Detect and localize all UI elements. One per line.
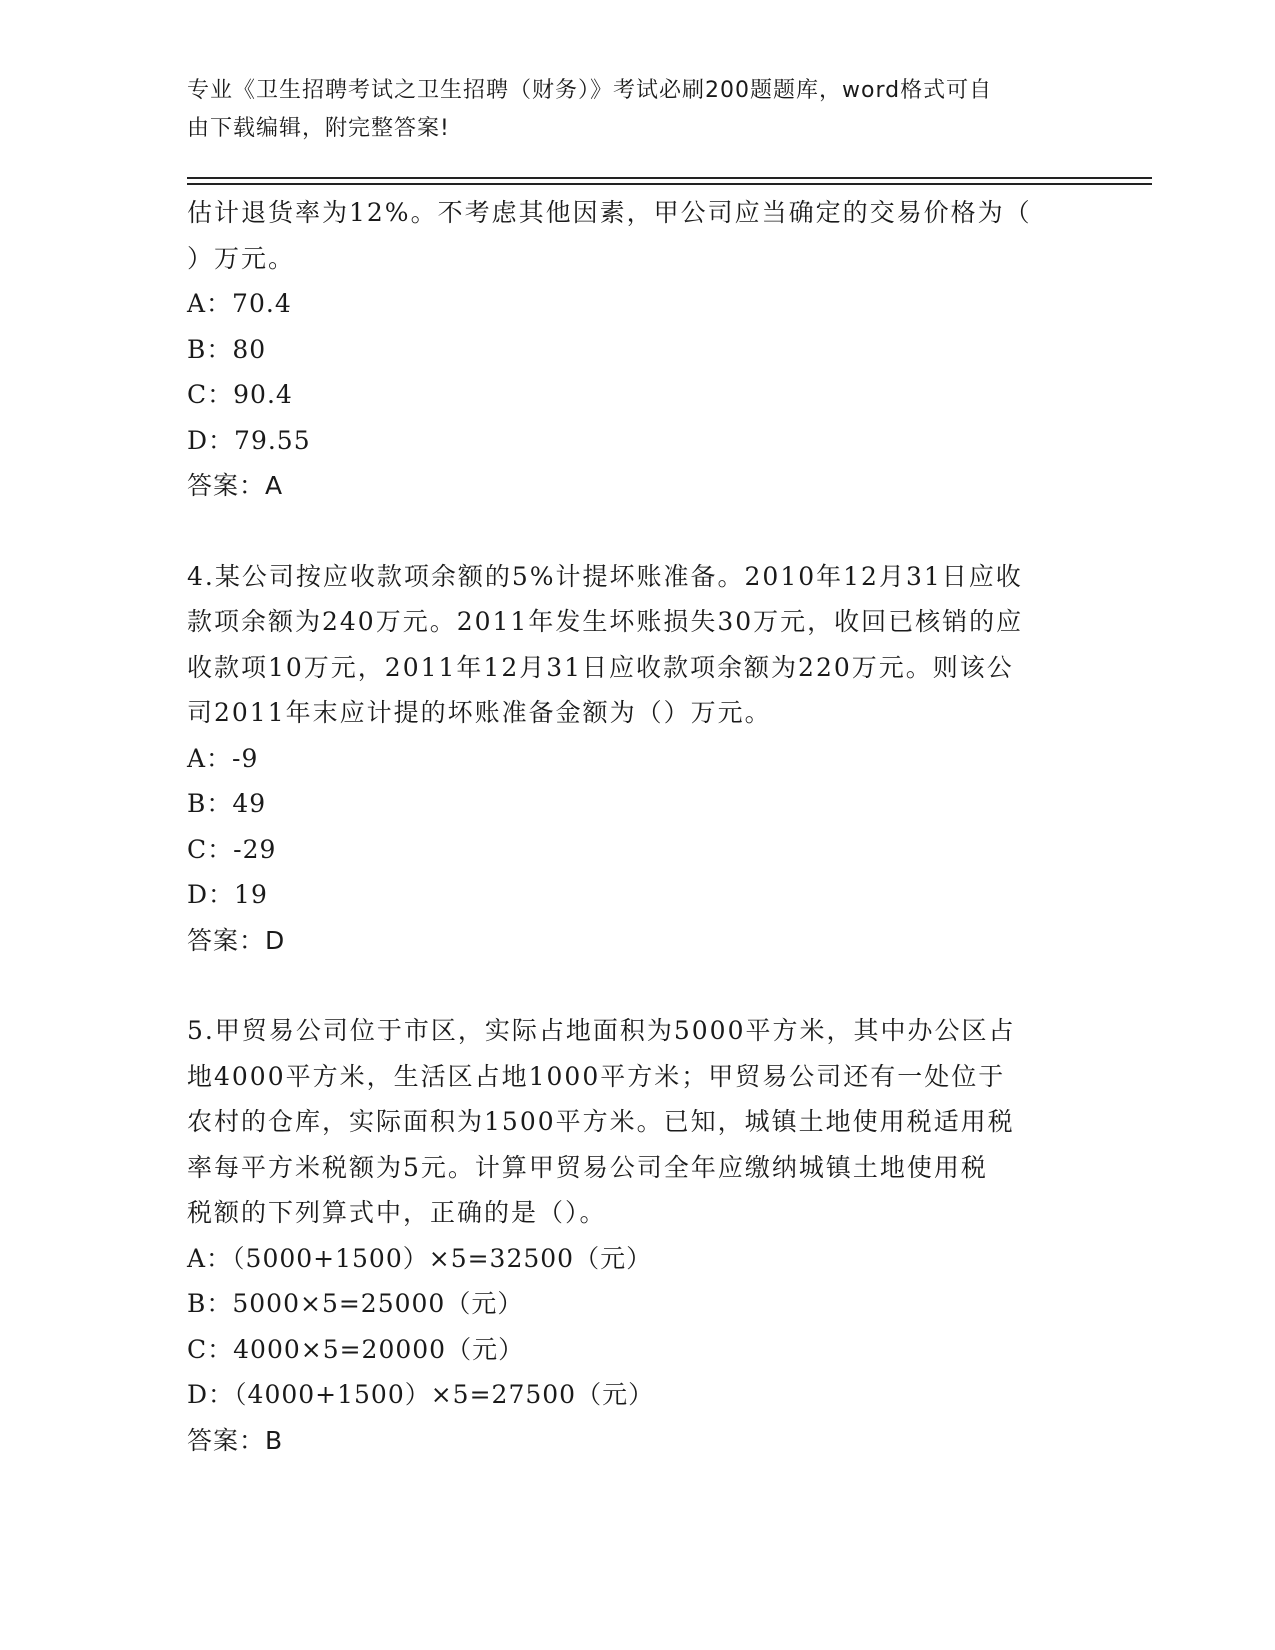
question-stem-line: 收款项10万元，2011年12月31日应收款项余额为220万元。则该公: [187, 652, 1014, 682]
option-b: B：5000×5=25000（元）: [187, 1289, 524, 1318]
question-stem-line: 司2011年末应计提的坏账准备金额为（）万元。: [187, 698, 772, 727]
answer: 答案：A: [187, 471, 284, 500]
header-title-line-2: 由下载编辑，附完整答案!: [187, 116, 450, 141]
option-d: D：（4000+1500）×5=27500（元）: [187, 1380, 655, 1409]
question-stem-line: 率每平方米税额为5元。计算甲贸易公司全年应缴纳城镇土地使用税: [187, 1152, 988, 1182]
spacer: [187, 963, 1087, 1008]
question-stem-line: 4.某公司按应收款项余额的5%计提坏账准备。2010年12月31日应收: [187, 561, 1023, 591]
option-a: A：-9: [187, 743, 259, 773]
answer: 答案：B: [187, 1425, 284, 1455]
question-5: [187, 1008, 1087, 1463]
document-body: [187, 190, 1087, 1463]
option-c: C：90.4: [187, 380, 293, 409]
question-stem-line: 农村的仓库，实际面积为1500平方米。已知，城镇土地使用税适用税: [187, 1107, 1015, 1136]
option-d: D：79.55: [187, 425, 311, 455]
answer: 答案：D: [187, 925, 286, 955]
question-stem-line: ）万元。: [187, 243, 296, 273]
question-stem-line: 地4000平方米，生活区占地1000平方米；甲贸易公司还有一处位于: [187, 1061, 1006, 1091]
option-d: D：19: [187, 880, 268, 909]
question-stem-line: 税额的下列算式中，正确的是（）。: [187, 1198, 607, 1227]
question-3: [187, 190, 1087, 509]
question-stem-line: 估计退货率为12%。不考虑其他因素，甲公司应当确定的交易价格为（: [187, 198, 1032, 227]
document-header: [187, 72, 1067, 148]
question-stem-line: 5.甲贸易公司位于市区，实际占地面积为5000平方米，其中办公区占: [187, 1016, 1016, 1045]
option-c: C：-29: [187, 834, 277, 864]
option-b: B：49: [187, 789, 267, 818]
option-a: A：（5000+1500）×5=32500（元）: [187, 1243, 653, 1273]
header-title-line-1: 专业《卫生招聘考试之卫生招聘（财务）》考试必刷200题题库，word格式可自: [187, 78, 993, 103]
option-b: B：80: [187, 334, 267, 364]
option-a: A：70.4: [187, 289, 292, 318]
spacer: [187, 509, 1087, 554]
option-c: C：4000×5=20000（元）: [187, 1334, 525, 1364]
header-divider-bottom: [187, 183, 1152, 185]
question-stem-line: 款项余额为240万元。2011年发生坏账损失30万元，收回已核销的应: [187, 607, 1024, 636]
header-divider-top: [187, 177, 1152, 179]
question-4: [187, 554, 1087, 964]
